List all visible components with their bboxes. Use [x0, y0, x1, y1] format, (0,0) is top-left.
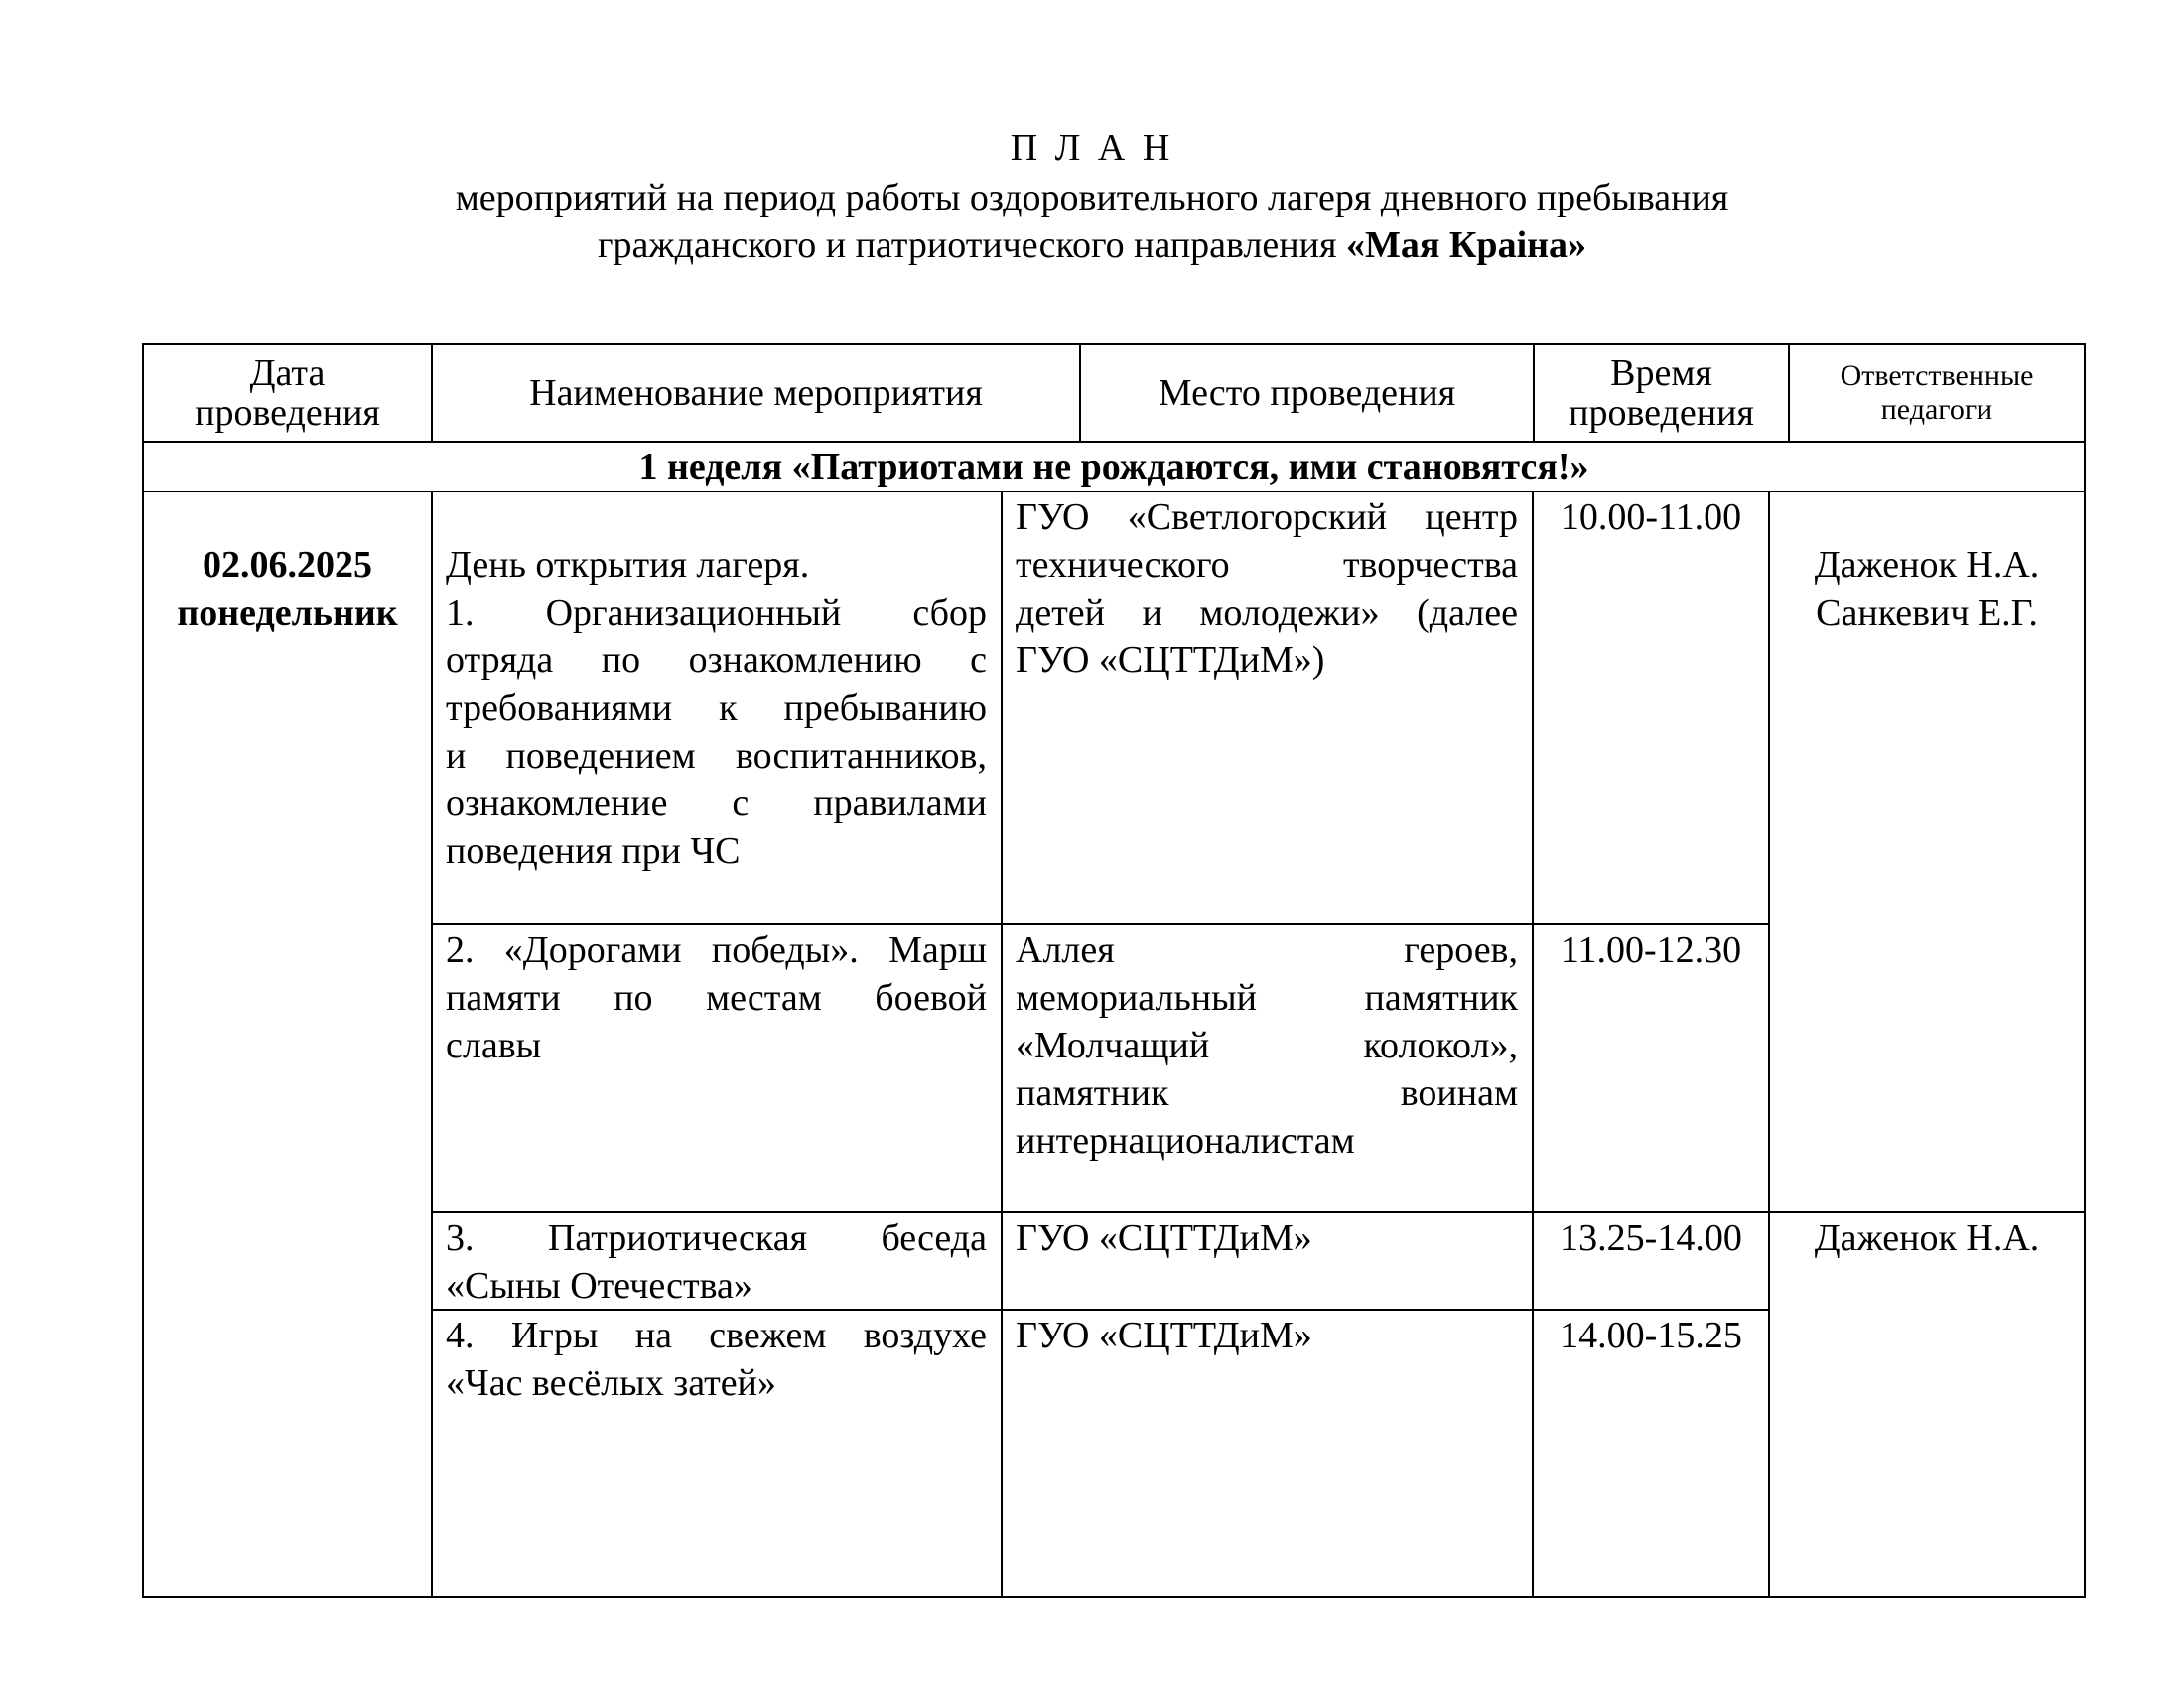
row1-event-line: ознакомление с правилами — [446, 782, 987, 824]
row3-event-last: «Сыны Отечества» — [446, 1265, 752, 1307]
header-responsible — [1790, 345, 2084, 441]
week-title — [144, 443, 2084, 491]
row4-place — [1016, 1312, 1518, 1359]
header-responsible-line1: Ответственные — [1840, 358, 2034, 392]
row1-bottom — [432, 923, 1770, 925]
row4-time-text: 14.00-15.25 — [1560, 1315, 1742, 1356]
row2-event — [446, 926, 987, 1069]
row1-time-text: 10.00-11.00 — [1560, 496, 1742, 538]
col-place-divider-body — [1532, 491, 1534, 1598]
row2-time — [1534, 926, 1768, 974]
table-border-left — [142, 343, 144, 1598]
row2-time-text: 11.00-12.30 — [1560, 929, 1742, 971]
col-date-divider-body — [431, 491, 433, 1598]
header-date — [144, 345, 431, 441]
row3-responsible — [1770, 1214, 2084, 1262]
row1-responsible-name: Даженок Н.А. — [1814, 544, 2040, 586]
row2-bottom — [432, 1211, 2086, 1213]
row2-event-last: славы — [446, 1025, 542, 1066]
row1-place-line: ГУО «Светлогорский центр — [1016, 496, 1518, 538]
row1-event-intro: День открытия лагеря. — [446, 544, 810, 586]
document-subtitle-line1: мероприятий на период работы оздоровительного лагеря дневного пребывания — [455, 177, 1729, 218]
table-border-right — [2084, 343, 2086, 1598]
row4-time — [1534, 1312, 1768, 1359]
row3-time — [1534, 1214, 1768, 1262]
row2-place-line: мемориальный памятник — [1016, 977, 1518, 1019]
row3-responsible-name: Даженок Н.А. — [1814, 1217, 2040, 1259]
row2-place-last: интернационалистам — [1016, 1120, 1355, 1162]
document-title: П Л А Н — [1010, 127, 1174, 169]
row3-time-text: 13.25-14.00 — [1560, 1217, 1742, 1259]
camp-name: «Мая Краіна» — [1345, 224, 1587, 266]
row1-place-last: ГУО «СЦТТДиМ») — [1016, 639, 1325, 681]
header-responsible-line2: педагоги — [1880, 392, 1993, 426]
header-time-line2: проведения — [1569, 391, 1754, 434]
row3-place-text: ГУО «СЦТТДиМ» — [1016, 1217, 1312, 1259]
subtitle-prefix: гражданского и патриотического направления — [597, 224, 1346, 266]
col-time-divider-body — [1768, 491, 1770, 1598]
day-cell — [144, 541, 431, 636]
row2-place-line: «Молчащий колокол», — [1016, 1025, 1518, 1066]
day-weekday: понедельник — [177, 592, 398, 633]
row1-event — [446, 541, 987, 875]
header-event-label: Наименование мероприятия — [529, 371, 983, 414]
row1-event-line: отряда по ознакомлению с — [446, 639, 987, 681]
week-row-bottom — [142, 491, 2086, 492]
day-date: 02.06.2025 — [203, 544, 372, 586]
header-time — [1535, 345, 1788, 441]
header-place — [1081, 345, 1533, 441]
row1-place-line: технического творчества — [1016, 544, 1518, 586]
row4-place-text: ГУО «СЦТТДиМ» — [1016, 1315, 1312, 1356]
row3-event-line: 3. Патриотическая беседа — [446, 1217, 987, 1259]
row1-responsible — [1770, 541, 2084, 636]
header-place-label: Место проведения — [1158, 371, 1456, 414]
row1-event-line: и поведением воспитанников, — [446, 735, 987, 776]
row1-time — [1534, 493, 1768, 541]
row1-place-line: детей и молодежи» (далее — [1016, 592, 1518, 633]
row4-event-last: «Час весёлых затей» — [446, 1362, 776, 1404]
row3-event — [446, 1214, 987, 1310]
row3-place — [1016, 1214, 1518, 1262]
row2-place-line: Аллея героев, — [1016, 929, 1518, 971]
row4-event-line: 4. Игры на свежем воздухе — [446, 1315, 987, 1356]
table-border-bottom — [142, 1596, 2086, 1598]
row1-event-line: 1. Организационный сбор — [446, 592, 987, 633]
col-event-divider-body — [1001, 491, 1003, 1598]
row1-event-last: поведения при ЧС — [446, 830, 741, 872]
row4-event — [446, 1312, 987, 1407]
header-time-line1: Время — [1610, 352, 1712, 394]
header-event — [433, 345, 1079, 441]
document-subtitle-line2 — [0, 222, 2184, 268]
header-date-line1: Дата — [249, 352, 326, 394]
row2-place-line: памятник воинам — [1016, 1072, 1518, 1114]
row1-event-line: требованиями к пребыванию — [446, 687, 987, 729]
row1-responsible-name: Санкевич Е.Г. — [1816, 592, 2038, 633]
row2-place — [1016, 926, 1518, 1165]
row2-event-line: 2. «Дорогами победы». Марш — [446, 929, 987, 971]
header-date-line2: проведения — [195, 391, 380, 434]
row2-event-line: памяти по местам боевой — [446, 977, 987, 1019]
row1-place — [1016, 493, 1518, 684]
week-title-text: 1 неделя «Патриотами не рождаются, ими становятся!» — [638, 446, 1589, 488]
